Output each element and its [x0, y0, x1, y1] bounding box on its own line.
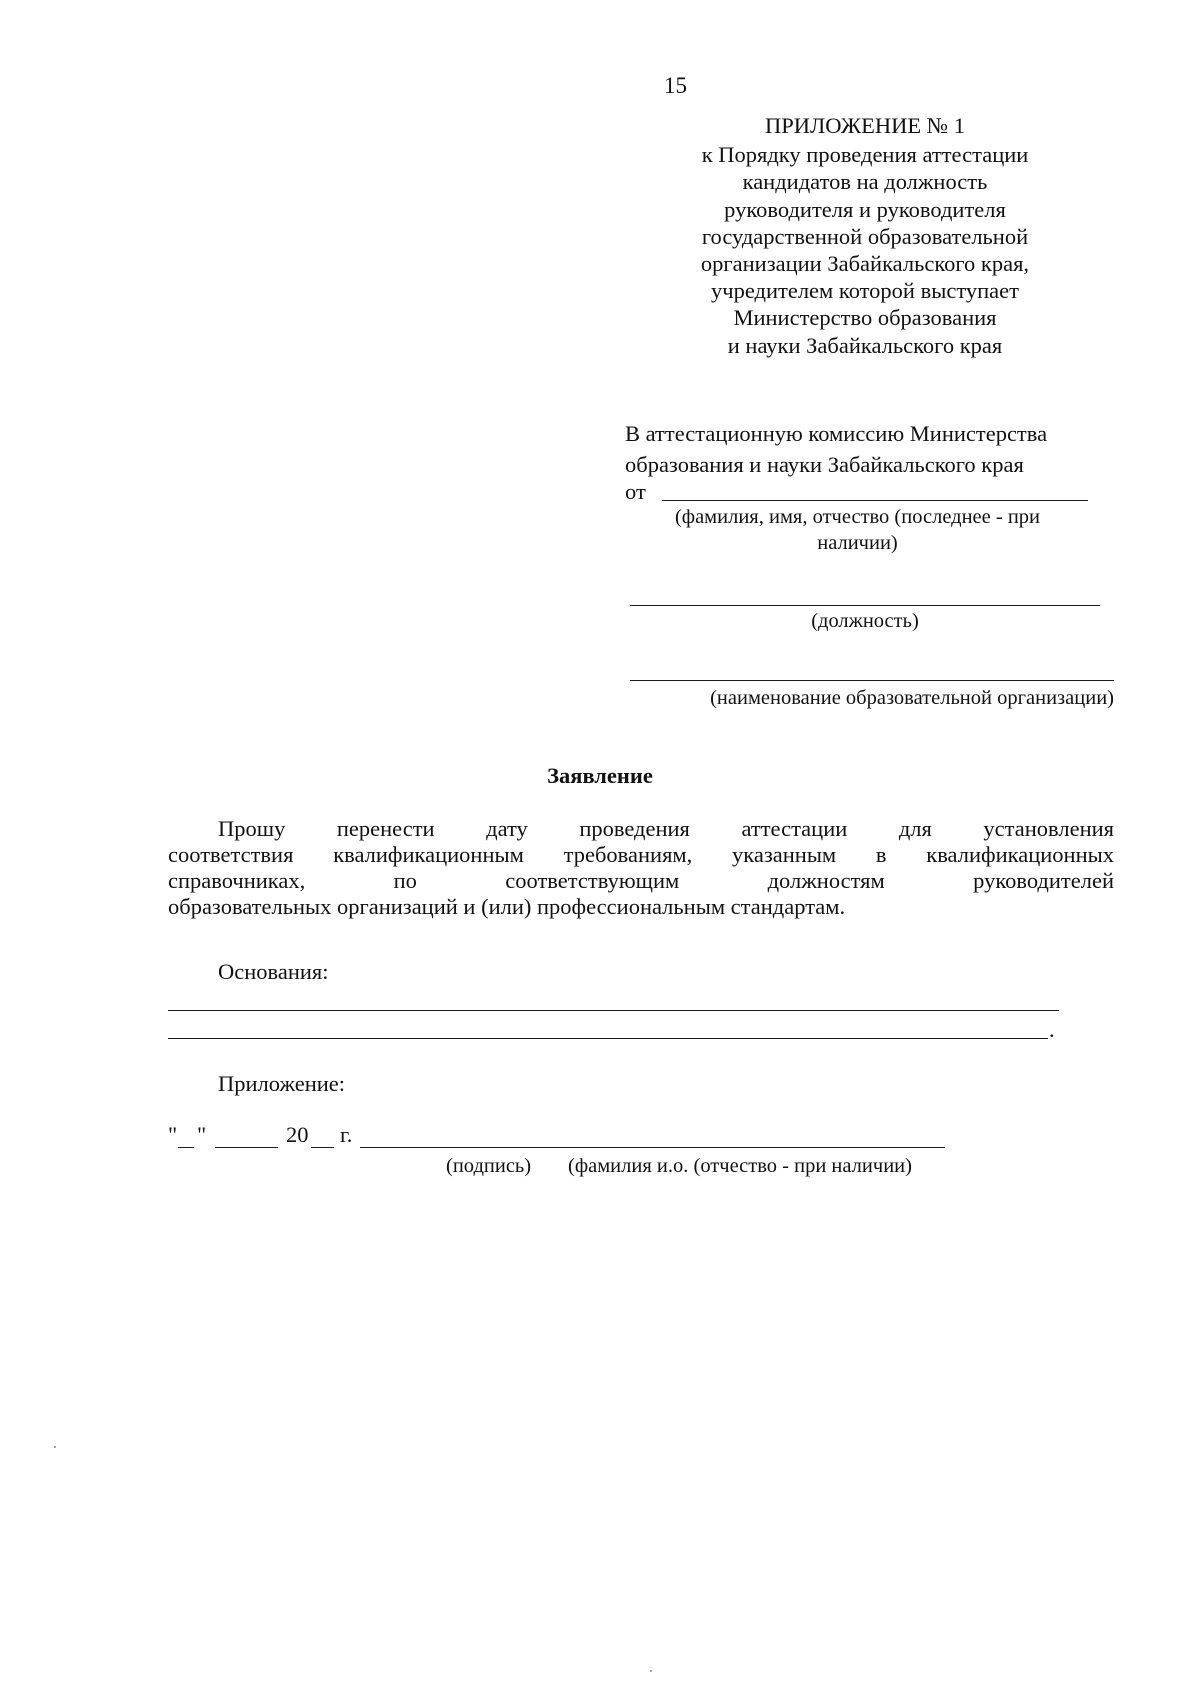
date-month-field[interactable]: [215, 1147, 278, 1148]
name-caption-continued: наличии): [817, 532, 898, 554]
application-text: [168, 816, 1114, 920]
addressee-line: В аттестационную комиссию Министерства: [625, 421, 1048, 446]
page-number: 15: [664, 73, 687, 98]
position-caption: (должность): [811, 610, 919, 632]
appendix-line: и науки Забайкальского края: [727, 332, 1003, 358]
scan-speck: [54, 1446, 56, 1448]
appendix-line: к Порядку проведения аттестации: [701, 142, 1029, 168]
grounds-end-period: .: [1049, 1017, 1055, 1042]
date-year-field[interactable]: [311, 1147, 334, 1148]
attachment-label: Приложение:: [218, 1071, 346, 1096]
appendix-line: руководителя и руководителя: [724, 196, 1006, 222]
signature-caption: (подпись): [446, 1155, 532, 1177]
date-year-prefix: 20: [286, 1122, 309, 1147]
scan-speck: [650, 1670, 652, 1672]
date-quote-close: ": [197, 1122, 207, 1147]
appendix-header: [650, 112, 1080, 359]
appendix-line: кандидатов на должность: [742, 169, 988, 195]
grounds-field-line-1[interactable]: [168, 1010, 1059, 1011]
body-line: справочниках, по соответствующим должностям руководителей: [168, 868, 1114, 893]
appendix-line: учредителем которой выступает: [711, 278, 1019, 304]
grounds-field-line-2[interactable]: [168, 1038, 1048, 1039]
body-line: образовательных организаций и (или) профессиональным стандартам.: [168, 894, 846, 919]
appendix-line: Министерство образования: [733, 305, 997, 331]
date-quote-open: ": [168, 1122, 178, 1147]
organization-caption: (наименование образовательной организации): [710, 687, 1114, 709]
body-line: Прошу перенести дату проведения аттестации для установления: [218, 816, 1114, 841]
grounds-label: Основания:: [218, 959, 329, 984]
name-initials-caption: (фамилия и.о. (отчество - при наличии): [568, 1155, 912, 1177]
appendix-title: ПРИЛОЖЕНИЕ № 1: [764, 113, 966, 138]
date-year-suffix: г.: [340, 1122, 353, 1147]
applicant-name-field[interactable]: [662, 500, 1088, 501]
from-label: от: [625, 479, 646, 504]
position-field[interactable]: [630, 605, 1100, 606]
body-line: соответствия квалификационным требованиям, указанным в квалификационных: [168, 842, 1114, 867]
signature-name-field[interactable]: [360, 1147, 945, 1148]
appendix-line: организации Забайкальского края,: [700, 251, 1030, 277]
appendix-line: государственной образовательной: [701, 223, 1029, 249]
date-day-field[interactable]: [178, 1147, 194, 1148]
organization-field[interactable]: [630, 680, 1114, 681]
document-heading: Заявление: [547, 763, 653, 788]
name-caption: (фамилия, имя, отчество (последнее - при: [674, 506, 1041, 528]
addressee-line: образования и науки Забайкальского края: [625, 452, 1024, 477]
addressee-block: [625, 418, 1047, 480]
